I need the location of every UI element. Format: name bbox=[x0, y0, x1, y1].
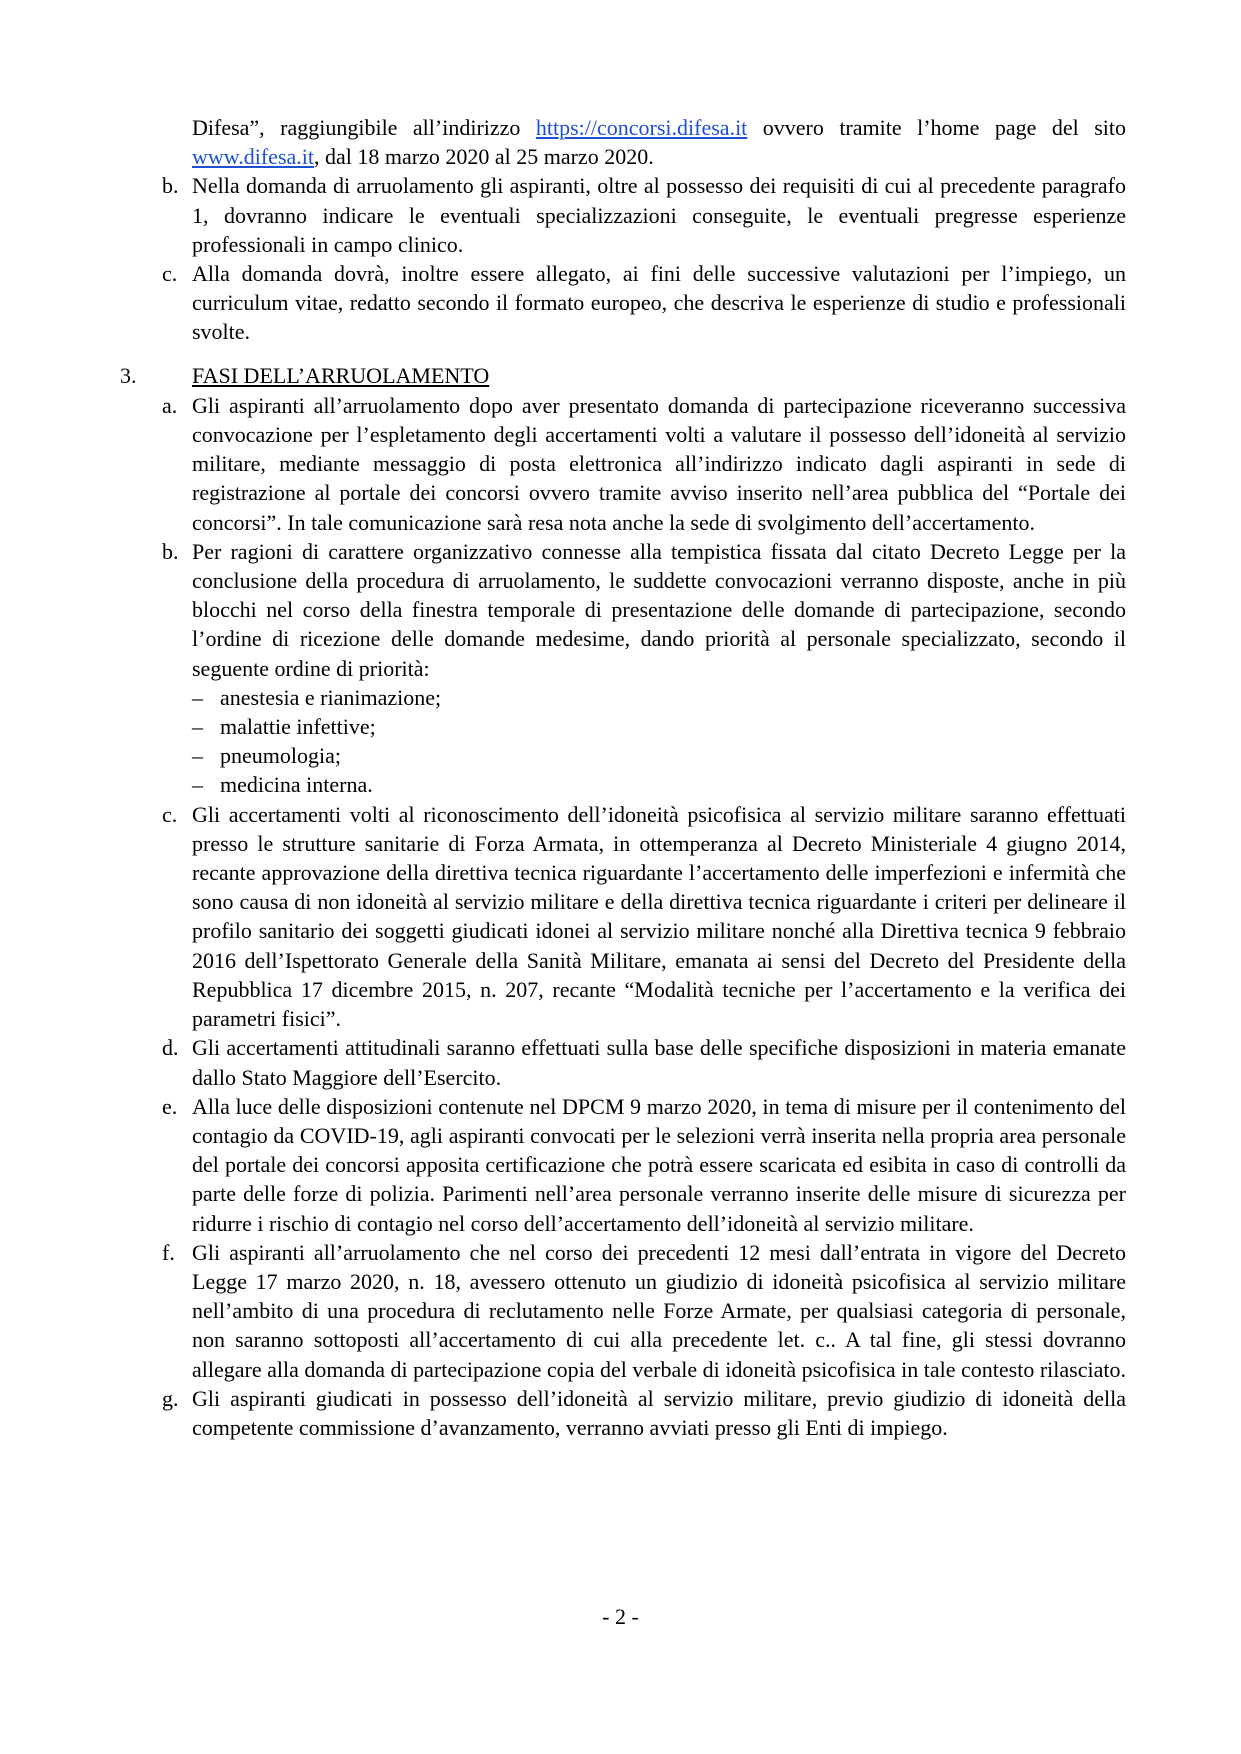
intro-paragraph bbox=[150, 113, 1126, 171]
dash-bullet: – bbox=[192, 772, 203, 798]
item-text: Gli aspiranti all’arruolamento dopo aver presentato domanda di partecipazione riceveranno successiva convocazione per l’espletamento degli accertamenti volti a valutare il possesso dell’idoneità al servizio militare, mediante messaggio di posta elettronica all’indirizzo indicato dagli aspiranti in sede di registrazione al portale dei concorsi ovvero tramite avviso inserito nell’area pubblica del “Portale dei concorsi”. In tale comunicazione sarà resa nota anche la sede di svolgimento dell’accertamento. bbox=[192, 392, 1126, 535]
intro-text-1: Difesa”, raggiungibile all’indirizzo bbox=[192, 115, 536, 140]
list-item-b bbox=[150, 171, 1126, 259]
item-letter: c. bbox=[162, 261, 178, 287]
section-item-g bbox=[150, 1384, 1126, 1442]
dash-bullet: – bbox=[192, 684, 203, 710]
section-item-c bbox=[150, 800, 1126, 1034]
section-heading bbox=[120, 361, 1126, 390]
priority-item bbox=[150, 712, 1126, 741]
intro-text-2: ovvero tramite l’home page del sito bbox=[747, 115, 1126, 140]
section-item-b bbox=[150, 537, 1126, 683]
item-letter: e. bbox=[162, 1093, 178, 1119]
item-letter: d. bbox=[162, 1035, 179, 1061]
section-number: 3. bbox=[120, 362, 137, 388]
item-letter: c. bbox=[162, 801, 178, 827]
item-letter: b. bbox=[162, 538, 179, 564]
item-text: Gli accertamenti volti al riconoscimento dell’idoneità psicofisica al servizio militare saranno effettuati presso le strutture sanitarie di Forza Armata, in ottemperanza al Decreto Ministeriale 4 giugno 2014, recante approvazione della direttiva tecnica riguardante l’accertamento delle imperfezioni e infermità che sono causa di non idoneità al servizio militare e della direttiva tecnica riguardante i criteri per delineare il profilo sanitario dei soggetti giudicati idonei al servizio militare nonché alla Direttiva tecnica 9 febbraio 2016 dell’Ispettorato Generale della Sanità Militare, emanata ai sensi del Decreto del Presidente della Repubblica 17 dicembre 2015, n. 207, recante “Modalità tecniche per l’accertamento e la verifica dei parametri fisici”. bbox=[192, 801, 1126, 1032]
item-letter: a. bbox=[162, 392, 178, 418]
priority-text: medicina interna. bbox=[220, 772, 373, 798]
page-number: - 2 - bbox=[602, 1604, 639, 1629]
priority-item bbox=[150, 741, 1126, 770]
item-text: Per ragioni di carattere organizzativo connesse alla tempistica fissata dal citato Decreto Legge per la conclusione della procedura di arruolamento, le suddette convocazioni verranno disposte, anche in più blocchi nel corso della finestra temporale di presentazione delle domande di partecipazione, secondo l’ordine di ricezione delle domande medesime, dando priorità al personale specializzato, secondo il seguente ordine di priorità: bbox=[192, 538, 1126, 681]
section-item-e bbox=[150, 1092, 1126, 1238]
item-text: Gli accertamenti attitudinali saranno effettuati sulla base delle specifiche disposizioni in materia emanate dallo Stato Maggiore dell’Esercito. bbox=[192, 1035, 1126, 1090]
section-item-d bbox=[150, 1033, 1126, 1091]
difesa-link[interactable]: www.difesa.it bbox=[192, 144, 314, 170]
page-body bbox=[120, 113, 1126, 1442]
dash-bullet: – bbox=[192, 714, 203, 740]
item-letter: b. bbox=[162, 173, 179, 199]
priority-text: malattie infettive; bbox=[220, 714, 376, 740]
section-title: FASI DELL’ARRUOLAMENTO bbox=[192, 362, 490, 388]
priority-text: pneumologia; bbox=[220, 743, 341, 769]
intro-text-3: , dal 18 marzo 2020 al 25 marzo 2020. bbox=[314, 144, 654, 170]
item-text: Nella domanda di arruolamento gli aspiranti, oltre al possesso dei requisiti di cui al precedente paragrafo 1, dovranno indicare le eventuali specializzazioni conseguite, le eventuali pregresse esperienze professionali in campo clinico. bbox=[192, 173, 1126, 257]
item-text: Gli aspiranti all’arruolamento che nel corso dei precedenti 12 mesi dall’entrata in vigore del Decreto Legge 17 marzo 2020, n. 18, avessero ottenuto un giudizio di idoneità psicofisica al servizio militare nell’ambito di una procedura di reclutamento nelle Forze Armate, per qualsiasi categoria di personale, non saranno sottoposti all’accertamento di cui alla precedente let. c.. A tal fine, gli stessi dovranno allegare alla domanda di partecipazione copia del verbale di idoneità psicofisica in tale contesto rilasciato. bbox=[192, 1239, 1126, 1382]
item-text: Alla luce delle disposizioni contenute nel DPCM 9 marzo 2020, in tema di misure per il contenimento del contagio da COVID-19, agli aspiranti convocati per le selezioni verrà inserita nella propria area personale del portale dei concorsi apposita certificazione che potrà essere scaricata ed esibita in caso di controlli da parte delle forze di polizia. Parimenti nell’area personale verranno inserite delle misure di sicurezza per ridurre i rischio di contagio nel corso dell’accertamento dell’idoneità al servizio militare. bbox=[192, 1093, 1126, 1236]
section-item-f bbox=[150, 1238, 1126, 1384]
dash-bullet: – bbox=[192, 743, 203, 769]
item-text: Alla domanda dovrà, inoltre essere allegato, ai fini delle successive valutazioni per l’impiego, un curriculum vitae, redatto secondo il formato europeo, che descriva le esperienze di studio e professionali svolte. bbox=[192, 261, 1126, 345]
item-letter: f. bbox=[162, 1239, 175, 1265]
item-letter: g. bbox=[162, 1385, 179, 1411]
priority-item bbox=[150, 770, 1126, 799]
priority-item bbox=[150, 683, 1126, 712]
priority-list bbox=[150, 683, 1126, 800]
list-item-c bbox=[150, 259, 1126, 347]
priority-text: anestesia e rianimazione; bbox=[220, 684, 442, 710]
item-text: Gli aspiranti giudicati in possesso dell’idoneità al servizio militare, previo giudizio di idoneità della competente commissione d’avanzamento, verranno avviati presso gli Enti di impiego. bbox=[192, 1385, 1126, 1440]
section-item-a bbox=[150, 391, 1126, 537]
concorsi-link[interactable]: https://concorsi.difesa.it bbox=[535, 115, 748, 140]
